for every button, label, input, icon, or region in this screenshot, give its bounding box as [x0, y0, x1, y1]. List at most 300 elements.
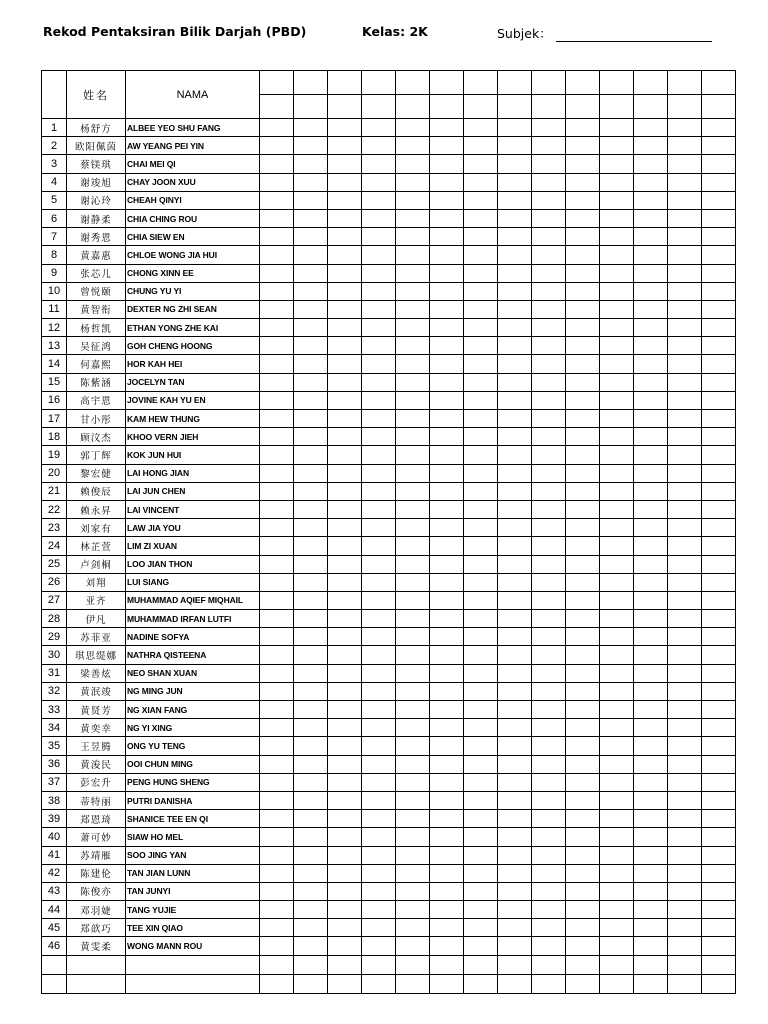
grade-cell[interactable]: [362, 937, 396, 955]
grade-cell[interactable]: [532, 646, 566, 664]
grade-cell[interactable]: [634, 537, 668, 555]
grade-cell[interactable]: [464, 864, 498, 882]
grade-cell[interactable]: [532, 701, 566, 719]
grade-cell[interactable]: [566, 955, 600, 974]
grade-cell[interactable]: [260, 537, 294, 555]
grade-cell[interactable]: [294, 71, 328, 95]
grade-cell[interactable]: [668, 646, 702, 664]
grade-cell[interactable]: [566, 246, 600, 264]
grade-cell[interactable]: [668, 191, 702, 209]
grade-cell[interactable]: [566, 228, 600, 246]
grade-cell[interactable]: [600, 446, 634, 464]
grade-cell[interactable]: [634, 555, 668, 573]
grade-cell[interactable]: [464, 610, 498, 628]
grade-cell[interactable]: [396, 71, 430, 95]
grade-cell[interactable]: [498, 228, 532, 246]
grade-cell[interactable]: [566, 682, 600, 700]
grade-cell[interactable]: [702, 937, 736, 955]
grade-cell[interactable]: [498, 682, 532, 700]
grade-cell[interactable]: [668, 864, 702, 882]
grade-cell[interactable]: [260, 646, 294, 664]
grade-cell[interactable]: [566, 464, 600, 482]
grade-cell[interactable]: [532, 628, 566, 646]
grade-cell[interactable]: [328, 701, 362, 719]
grade-cell[interactable]: [328, 319, 362, 337]
grade-cell[interactable]: [260, 882, 294, 900]
grade-cell[interactable]: [430, 755, 464, 773]
grade-cell[interactable]: [498, 319, 532, 337]
grade-cell[interactable]: [566, 810, 600, 828]
grade-cell[interactable]: [396, 901, 430, 919]
grade-cell[interactable]: [464, 173, 498, 191]
grade-cell[interactable]: [566, 628, 600, 646]
grade-cell[interactable]: [702, 464, 736, 482]
grade-cell[interactable]: [260, 482, 294, 500]
grade-cell[interactable]: [260, 955, 294, 974]
grade-cell[interactable]: [566, 519, 600, 537]
grade-cell[interactable]: [294, 410, 328, 428]
grade-cell[interactable]: [702, 209, 736, 227]
grade-cell[interactable]: [362, 319, 396, 337]
grade-cell[interactable]: [668, 628, 702, 646]
grade-cell[interactable]: [328, 591, 362, 609]
grade-cell[interactable]: [600, 573, 634, 591]
grade-cell[interactable]: [532, 810, 566, 828]
grade-cell[interactable]: [702, 682, 736, 700]
grade-cell[interactable]: [634, 319, 668, 337]
grade-cell[interactable]: [532, 955, 566, 974]
grade-cell[interactable]: [260, 373, 294, 391]
grade-cell[interactable]: [430, 955, 464, 974]
grade-cell[interactable]: [600, 337, 634, 355]
grade-cell[interactable]: [668, 482, 702, 500]
grade-cell[interactable]: [362, 482, 396, 500]
grade-cell[interactable]: [668, 901, 702, 919]
grade-cell[interactable]: [260, 137, 294, 155]
grade-cell[interactable]: [600, 173, 634, 191]
grade-cell[interactable]: [260, 901, 294, 919]
grade-cell[interactable]: [532, 591, 566, 609]
grade-cell[interactable]: [532, 173, 566, 191]
grade-cell[interactable]: [566, 282, 600, 300]
grade-cell[interactable]: [464, 828, 498, 846]
grade-cell[interactable]: [328, 209, 362, 227]
grade-cell[interactable]: [668, 155, 702, 173]
grade-cell[interactable]: [702, 591, 736, 609]
grade-cell[interactable]: [260, 209, 294, 227]
grade-cell[interactable]: [362, 810, 396, 828]
grade-cell[interactable]: [328, 901, 362, 919]
grade-cell[interactable]: [566, 137, 600, 155]
grade-cell[interactable]: [328, 355, 362, 373]
grade-cell[interactable]: [328, 573, 362, 591]
grade-cell[interactable]: [464, 95, 498, 119]
grade-cell[interactable]: [396, 519, 430, 537]
grade-cell[interactable]: [600, 882, 634, 900]
grade-cell[interactable]: [260, 228, 294, 246]
grade-cell[interactable]: [668, 500, 702, 518]
grade-cell[interactable]: [600, 95, 634, 119]
grade-cell[interactable]: [430, 901, 464, 919]
grade-cell[interactable]: [464, 264, 498, 282]
grade-cell[interactable]: [634, 209, 668, 227]
grade-cell[interactable]: [702, 428, 736, 446]
grade-cell[interactable]: [328, 610, 362, 628]
grade-cell[interactable]: [362, 282, 396, 300]
grade-cell[interactable]: [532, 282, 566, 300]
grade-cell[interactable]: [600, 919, 634, 937]
grade-cell[interactable]: [702, 537, 736, 555]
grade-cell[interactable]: [634, 119, 668, 137]
grade-cell[interactable]: [668, 373, 702, 391]
grade-cell[interactable]: [600, 937, 634, 955]
grade-cell[interactable]: [294, 974, 328, 993]
grade-cell[interactable]: [702, 300, 736, 318]
grade-cell[interactable]: [532, 537, 566, 555]
grade-cell[interactable]: [362, 137, 396, 155]
grade-cell[interactable]: [634, 355, 668, 373]
grade-cell[interactable]: [294, 209, 328, 227]
grade-cell[interactable]: [362, 537, 396, 555]
grade-cell[interactable]: [464, 591, 498, 609]
grade-cell[interactable]: [328, 719, 362, 737]
grade-cell[interactable]: [634, 500, 668, 518]
grade-cell[interactable]: [396, 373, 430, 391]
grade-cell[interactable]: [668, 173, 702, 191]
grade-cell[interactable]: [566, 373, 600, 391]
grade-cell[interactable]: [260, 428, 294, 446]
grade-cell[interactable]: [396, 646, 430, 664]
grade-cell[interactable]: [396, 719, 430, 737]
grade-cell[interactable]: [702, 719, 736, 737]
grade-cell[interactable]: [362, 246, 396, 264]
grade-cell[interactable]: [566, 974, 600, 993]
grade-cell[interactable]: [634, 155, 668, 173]
grade-cell[interactable]: [702, 701, 736, 719]
grade-cell[interactable]: [464, 573, 498, 591]
grade-cell[interactable]: [702, 95, 736, 119]
grade-cell[interactable]: [600, 955, 634, 974]
grade-cell[interactable]: [566, 737, 600, 755]
grade-cell[interactable]: [498, 610, 532, 628]
subjek-blank-line[interactable]: [556, 29, 712, 42]
grade-cell[interactable]: [328, 482, 362, 500]
grade-cell[interactable]: [634, 791, 668, 809]
grade-cell[interactable]: [294, 864, 328, 882]
grade-cell[interactable]: [566, 901, 600, 919]
grade-cell[interactable]: [600, 500, 634, 518]
grade-cell[interactable]: [396, 191, 430, 209]
grade-cell[interactable]: [294, 119, 328, 137]
grade-cell[interactable]: [634, 610, 668, 628]
grade-cell[interactable]: [634, 137, 668, 155]
grade-cell[interactable]: [396, 682, 430, 700]
grade-cell[interactable]: [294, 337, 328, 355]
grade-cell[interactable]: [566, 191, 600, 209]
grade-cell[interactable]: [634, 773, 668, 791]
grade-cell[interactable]: [464, 919, 498, 937]
grade-cell[interactable]: [566, 155, 600, 173]
grade-cell[interactable]: [362, 701, 396, 719]
grade-cell[interactable]: [498, 428, 532, 446]
grade-cell[interactable]: [634, 446, 668, 464]
grade-cell[interactable]: [566, 209, 600, 227]
grade-cell[interactable]: [566, 919, 600, 937]
grade-cell[interactable]: [566, 173, 600, 191]
grade-cell[interactable]: [498, 391, 532, 409]
grade-cell[interactable]: [668, 337, 702, 355]
grade-cell[interactable]: [430, 537, 464, 555]
grade-cell[interactable]: [702, 791, 736, 809]
grade-cell[interactable]: [464, 410, 498, 428]
grade-cell[interactable]: [532, 482, 566, 500]
grade-cell[interactable]: [600, 410, 634, 428]
grade-cell[interactable]: [600, 610, 634, 628]
grade-cell[interactable]: [328, 264, 362, 282]
grade-cell[interactable]: [668, 955, 702, 974]
grade-cell[interactable]: [430, 610, 464, 628]
grade-cell[interactable]: [668, 95, 702, 119]
grade-cell[interactable]: [260, 628, 294, 646]
grade-cell[interactable]: [396, 482, 430, 500]
grade-cell[interactable]: [600, 737, 634, 755]
grade-cell[interactable]: [362, 446, 396, 464]
grade-cell[interactable]: [328, 955, 362, 974]
grade-cell[interactable]: [566, 355, 600, 373]
grade-cell[interactable]: [430, 209, 464, 227]
grade-cell[interactable]: [396, 282, 430, 300]
grade-cell[interactable]: [634, 682, 668, 700]
grade-cell[interactable]: [464, 773, 498, 791]
grade-cell[interactable]: [600, 555, 634, 573]
grade-cell[interactable]: [464, 955, 498, 974]
grade-cell[interactable]: [498, 155, 532, 173]
grade-cell[interactable]: [464, 737, 498, 755]
grade-cell[interactable]: [668, 828, 702, 846]
grade-cell[interactable]: [362, 300, 396, 318]
grade-cell[interactable]: [328, 173, 362, 191]
grade-cell[interactable]: [702, 555, 736, 573]
grade-cell[interactable]: [532, 71, 566, 95]
grade-cell[interactable]: [634, 974, 668, 993]
grade-cell[interactable]: [464, 500, 498, 518]
grade-cell[interactable]: [702, 755, 736, 773]
grade-cell[interactable]: [396, 737, 430, 755]
grade-cell[interactable]: [362, 974, 396, 993]
grade-cell[interactable]: [362, 95, 396, 119]
grade-cell[interactable]: [566, 828, 600, 846]
grade-cell[interactable]: [702, 573, 736, 591]
grade-cell[interactable]: [464, 209, 498, 227]
grade-cell[interactable]: [464, 464, 498, 482]
grade-cell[interactable]: [294, 428, 328, 446]
grade-cell[interactable]: [600, 155, 634, 173]
grade-cell[interactable]: [430, 810, 464, 828]
grade-cell[interactable]: [668, 919, 702, 937]
grade-cell[interactable]: [702, 810, 736, 828]
grade-cell[interactable]: [430, 846, 464, 864]
grade-cell[interactable]: [498, 209, 532, 227]
grade-cell[interactable]: [668, 137, 702, 155]
grade-cell[interactable]: [634, 191, 668, 209]
grade-cell[interactable]: [600, 719, 634, 737]
grade-cell[interactable]: [260, 264, 294, 282]
grade-cell[interactable]: [396, 264, 430, 282]
grade-cell[interactable]: [600, 482, 634, 500]
grade-cell[interactable]: [498, 846, 532, 864]
grade-cell[interactable]: [668, 428, 702, 446]
grade-cell[interactable]: [260, 71, 294, 95]
grade-cell[interactable]: [430, 919, 464, 937]
grade-cell[interactable]: [702, 173, 736, 191]
grade-cell[interactable]: [430, 864, 464, 882]
grade-cell[interactable]: [498, 337, 532, 355]
grade-cell[interactable]: [668, 464, 702, 482]
grade-cell[interactable]: [498, 282, 532, 300]
grade-cell[interactable]: [260, 810, 294, 828]
grade-cell[interactable]: [430, 228, 464, 246]
grade-cell[interactable]: [498, 901, 532, 919]
grade-cell[interactable]: [532, 264, 566, 282]
grade-cell[interactable]: [532, 137, 566, 155]
grade-cell[interactable]: [328, 864, 362, 882]
grade-cell[interactable]: [260, 391, 294, 409]
grade-cell[interactable]: [294, 828, 328, 846]
grade-cell[interactable]: [566, 446, 600, 464]
grade-cell[interactable]: [600, 282, 634, 300]
grade-cell[interactable]: [634, 228, 668, 246]
grade-cell[interactable]: [464, 373, 498, 391]
grade-cell[interactable]: [362, 119, 396, 137]
grade-cell[interactable]: [600, 246, 634, 264]
grade-cell[interactable]: [362, 628, 396, 646]
grade-cell[interactable]: [260, 682, 294, 700]
grade-cell[interactable]: [464, 228, 498, 246]
grade-cell[interactable]: [294, 391, 328, 409]
grade-cell[interactable]: [600, 464, 634, 482]
grade-cell[interactable]: [260, 828, 294, 846]
grade-cell[interactable]: [668, 664, 702, 682]
grade-cell[interactable]: [498, 791, 532, 809]
grade-cell[interactable]: [294, 955, 328, 974]
grade-cell[interactable]: [396, 955, 430, 974]
grade-cell[interactable]: [260, 410, 294, 428]
grade-cell[interactable]: [362, 464, 396, 482]
grade-cell[interactable]: [260, 610, 294, 628]
grade-cell[interactable]: [430, 573, 464, 591]
grade-cell[interactable]: [532, 555, 566, 573]
grade-cell[interactable]: [464, 901, 498, 919]
grade-cell[interactable]: [430, 682, 464, 700]
grade-cell[interactable]: [430, 500, 464, 518]
grade-cell[interactable]: [634, 337, 668, 355]
grade-cell[interactable]: [362, 791, 396, 809]
grade-cell[interactable]: [634, 664, 668, 682]
grade-cell[interactable]: [396, 755, 430, 773]
grade-cell[interactable]: [430, 555, 464, 573]
grade-cell[interactable]: [294, 646, 328, 664]
grade-cell[interactable]: [464, 755, 498, 773]
grade-cell[interactable]: [362, 773, 396, 791]
grade-cell[interactable]: [464, 846, 498, 864]
grade-cell[interactable]: [464, 482, 498, 500]
grade-cell[interactable]: [668, 119, 702, 137]
grade-cell[interactable]: [294, 573, 328, 591]
grade-cell[interactable]: [634, 919, 668, 937]
grade-cell[interactable]: [668, 791, 702, 809]
grade-cell[interactable]: [600, 228, 634, 246]
grade-cell[interactable]: [430, 282, 464, 300]
grade-cell[interactable]: [634, 573, 668, 591]
grade-cell[interactable]: [668, 209, 702, 227]
grade-cell[interactable]: [362, 864, 396, 882]
grade-cell[interactable]: [464, 628, 498, 646]
grade-cell[interactable]: [668, 701, 702, 719]
grade-cell[interactable]: [566, 264, 600, 282]
grade-cell[interactable]: [430, 337, 464, 355]
grade-cell[interactable]: [430, 119, 464, 137]
grade-cell[interactable]: [532, 209, 566, 227]
grade-cell[interactable]: [668, 264, 702, 282]
grade-cell[interactable]: [566, 937, 600, 955]
grade-cell[interactable]: [634, 846, 668, 864]
grade-cell[interactable]: [498, 937, 532, 955]
grade-cell[interactable]: [702, 974, 736, 993]
grade-cell[interactable]: [498, 246, 532, 264]
grade-cell[interactable]: [260, 701, 294, 719]
grade-cell[interactable]: [430, 737, 464, 755]
grade-cell[interactable]: [600, 664, 634, 682]
grade-cell[interactable]: [260, 446, 294, 464]
grade-cell[interactable]: [668, 610, 702, 628]
grade-cell[interactable]: [498, 573, 532, 591]
grade-cell[interactable]: [498, 537, 532, 555]
grade-cell[interactable]: [294, 882, 328, 900]
grade-cell[interactable]: [702, 155, 736, 173]
grade-cell[interactable]: [498, 882, 532, 900]
grade-cell[interactable]: [294, 664, 328, 682]
grade-cell[interactable]: [328, 555, 362, 573]
grade-cell[interactable]: [532, 755, 566, 773]
grade-cell[interactable]: [634, 646, 668, 664]
grade-cell[interactable]: [328, 137, 362, 155]
grade-cell[interactable]: [396, 95, 430, 119]
grade-cell[interactable]: [532, 828, 566, 846]
grade-cell[interactable]: [566, 719, 600, 737]
grade-cell[interactable]: [566, 573, 600, 591]
grade-cell[interactable]: [294, 191, 328, 209]
grade-cell[interactable]: [260, 919, 294, 937]
grade-cell[interactable]: [600, 701, 634, 719]
grade-cell[interactable]: [396, 537, 430, 555]
chinese-name[interactable]: [67, 974, 126, 993]
grade-cell[interactable]: [260, 555, 294, 573]
grade-cell[interactable]: [702, 119, 736, 137]
grade-cell[interactable]: [532, 846, 566, 864]
grade-cell[interactable]: [532, 446, 566, 464]
grade-cell[interactable]: [532, 500, 566, 518]
grade-cell[interactable]: [396, 119, 430, 137]
grade-cell[interactable]: [498, 119, 532, 137]
grade-cell[interactable]: [634, 246, 668, 264]
grade-cell[interactable]: [430, 191, 464, 209]
grade-cell[interactable]: [328, 682, 362, 700]
grade-cell[interactable]: [498, 95, 532, 119]
grade-cell[interactable]: [498, 828, 532, 846]
grade-cell[interactable]: [362, 846, 396, 864]
grade-cell[interactable]: [328, 628, 362, 646]
grade-cell[interactable]: [396, 500, 430, 518]
